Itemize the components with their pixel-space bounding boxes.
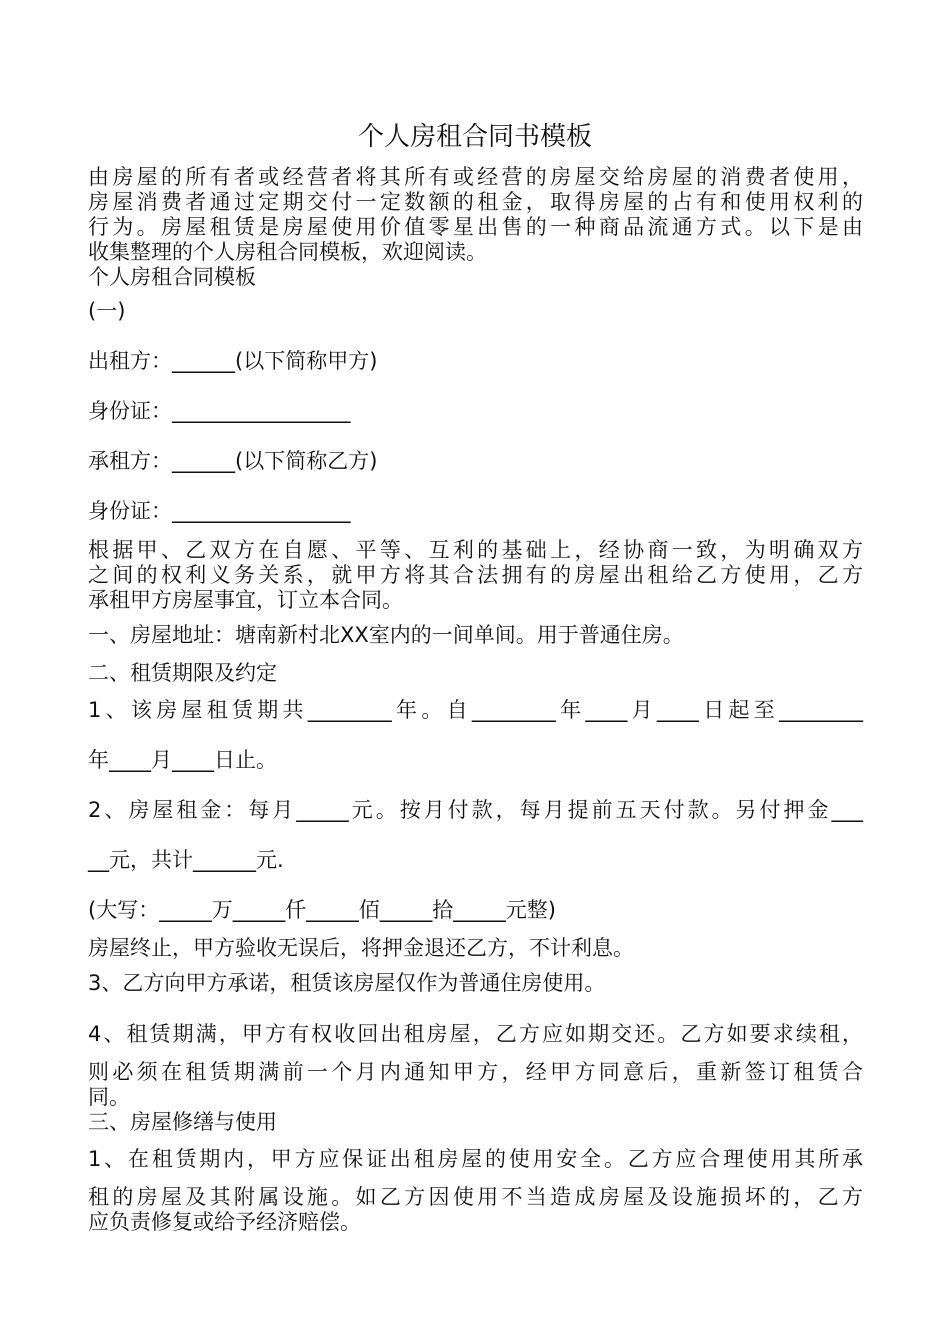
amount-in-words: (大写：_____万_____仟_____佰_____拾_____元整) (88, 898, 556, 922)
intro-line: 由房屋的所有者或经营者将其所有或经营的房屋交给房屋的消费者使用， (88, 165, 863, 189)
clause-term-period: 1、该房屋租赁期共________年。自________年____月____日起至________ (88, 698, 864, 722)
intro-line: 行为。房屋租赁是房屋使用价值零星出售的一种商品流通方式。以下是由 (88, 215, 863, 239)
clause-rent: 2、房屋租金：每月_____元。按月付款，每月提前五天付款。另付押金___ (88, 798, 863, 822)
clause-repair: 1、在租赁期内，甲方应保证出租房屋的使用安全。乙方应合理使用其所承 (88, 1147, 863, 1171)
clause-expiry: 同。 (88, 1085, 130, 1109)
lessee-id-line: 身份证：_________________ (88, 499, 351, 523)
clause-repair: 应负责修复或给予经济赔偿。 (88, 1210, 361, 1234)
preamble-line: 根据甲、乙双方在自愿、平等、互利的基础上，经协商一致，为明确双方 (88, 538, 863, 562)
section-one-label: (一) (88, 299, 126, 323)
clause-expiry: 则必须在租赁期满前一个月内通知甲方，经甲方同意后，重新签订租赁合 (88, 1060, 863, 1084)
clause-term-period: 年____月____日止。 (88, 748, 277, 772)
lessor-id-line: 身份证：_________________ (88, 399, 351, 423)
clause-term-heading: 二、租赁期限及约定 (88, 661, 277, 685)
clause-address: 一、房屋地址：塘南新村北XX室内的一间单间。用于普通住房。 (88, 623, 684, 647)
lessee-line: 承租方：______(以下简称乙方) (88, 449, 378, 473)
clause-expiry: 4、租赁期满，甲方有权收回出租房屋，乙方应如期交还。乙方如要求续租， (88, 1022, 863, 1046)
intro-line: 房屋消费者通过定期交付一定数额的租金，取得房屋的占有和使用权利的 (88, 190, 863, 214)
document-title: 个人房租合同书模板 (357, 122, 592, 152)
clause-repair: 租的房屋及其附属设施。如乙方因使用不当造成房屋及设施损坏的，乙方 (88, 1185, 863, 1209)
subtitle: 个人房租合同模板 (88, 265, 256, 289)
lessor-line: 出租方：______(以下简称甲方) (88, 349, 378, 373)
preamble-line: 承租甲方房屋事宜，订立本合同。 (88, 588, 403, 612)
preamble-line: 之间的权利义务关系，就甲方将其合法拥有的房屋出租给乙方使用，乙方 (88, 563, 863, 587)
clause-repair-heading: 三、房屋修缮与使用 (88, 1110, 277, 1134)
clause-rent: __元，共计______元. (88, 848, 284, 872)
clause-usage: 3、乙方向甲方承诺，租赁该房屋仅作为普通住房使用。 (88, 971, 606, 995)
deposit-return: 房屋终止，甲方验收无误后，将押金退还乙方，不计利息。 (88, 936, 634, 960)
intro-line: 收集整理的个人房租合同模板，欢迎阅读。 (88, 240, 487, 264)
